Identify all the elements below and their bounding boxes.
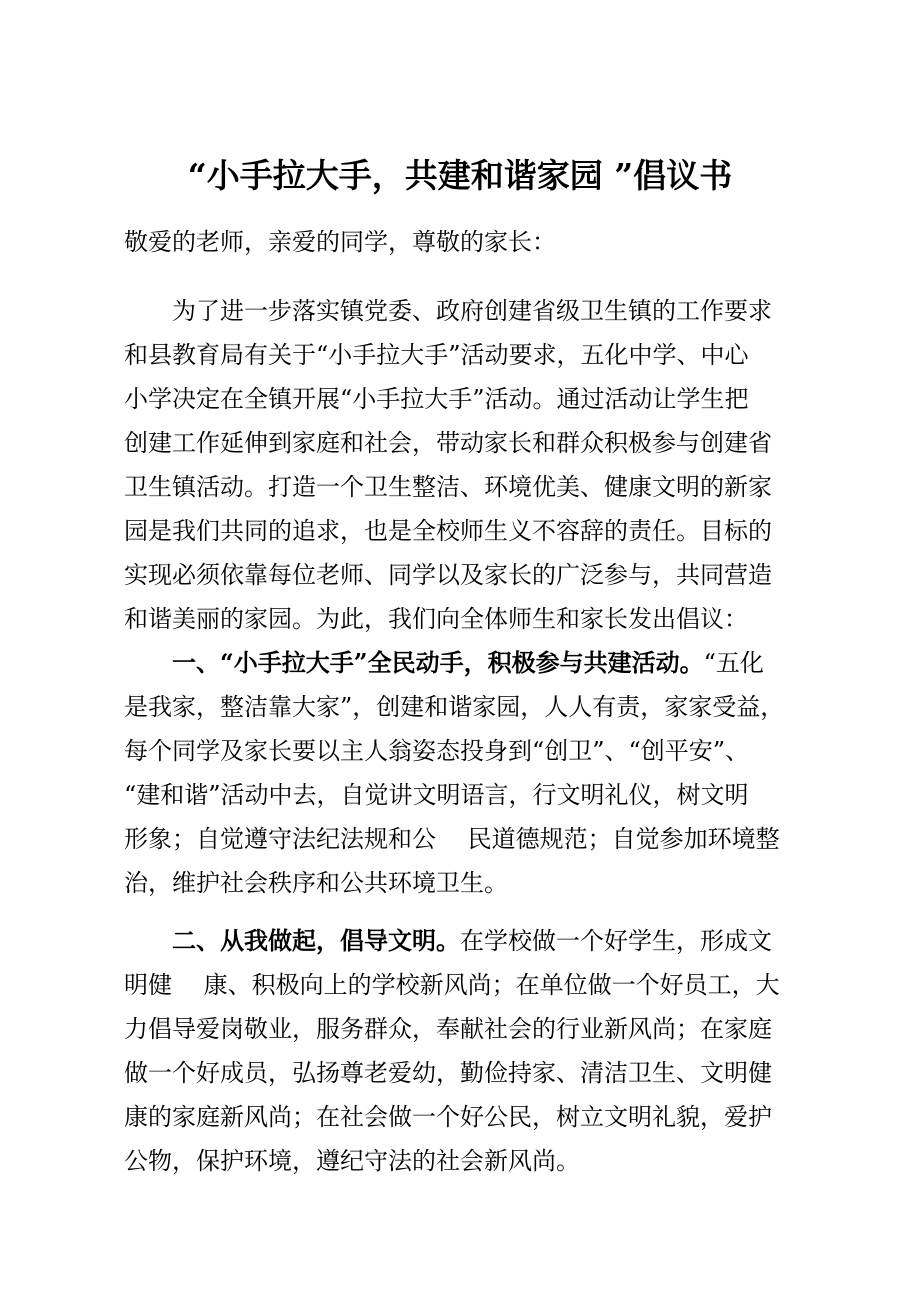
- intro-line: 和县教育局有关于“小手拉大手”活动要求，五化中学、中心: [124, 341, 749, 369]
- section1-heading: 一、“小手拉大手”全民动手，积极参与共建活动。: [172, 648, 704, 677]
- section1-text: “五化: [703, 649, 764, 677]
- section1-line: 治，维护社会秩序和公共环境卫生。: [124, 869, 508, 897]
- intro-line: 创建工作延伸到家庭和社会，带动家长和群众积极参与创建省: [124, 429, 772, 457]
- intro-line: 和谐美丽的家园。为此，我们向全体师生和家长发出倡议：: [124, 605, 748, 633]
- intro-line: 卫生镇活动。打造一个卫生整洁、环境优美、健康文明的新家: [124, 473, 772, 501]
- section2-line: 康的家庭新风尚；在社会做一个好公民，树立文明礼貌，爱护: [124, 1103, 772, 1131]
- section2-text: 在学校做一个好学生，形成文: [460, 927, 772, 955]
- section1-line: 每个同学及家长要以主人翁姿态投身到“创卫”、“创平安”、: [124, 737, 750, 765]
- section2-line: 公物，保护环境，遵纪守法的社会新风尚。: [124, 1147, 580, 1175]
- intro-line: 园是我们共同的追求，也是全校师生义不容辞的责任。目标的: [124, 517, 772, 545]
- section1-first-line: [172, 647, 764, 679]
- section2-first-line: [172, 925, 772, 957]
- section1-line: “建和谐”活动中去，自觉讲文明语言，行文明礼仪，树文明: [124, 781, 749, 809]
- section1-line: 是我家，整洁靠大家”，创建和谐家园，人人有责，家家受益，: [124, 693, 785, 721]
- intro-line: 为了进一步落实镇党委、政府创建省级卫生镇的工作要求: [172, 297, 772, 325]
- section2-line: 明健 康、积极向上的学校新风尚；在单位做一个好员工，大: [124, 971, 780, 999]
- section2-line: 做一个好成员，弘扬尊老爱幼，勤俭持家、清洁卫生、文明健: [124, 1059, 772, 1087]
- salutation: 敬爱的老师，亲爱的同学，尊敬的家长：: [124, 228, 556, 256]
- section1-line: 形象；自觉遵守法纪法规和公 民道德规范；自觉参加环境整: [124, 825, 780, 853]
- intro-line: 实现必须依靠每位老师、同学以及家长的广泛参与，共同营造: [124, 561, 772, 589]
- intro-line: 小学决定在全镇开展“小手拉大手”活动。通过活动让学生把: [124, 385, 749, 413]
- section2-heading: 二、从我做起，倡导文明。: [172, 926, 460, 955]
- section2-line: 力倡导爱岗敬业，服务群众，奉献社会的行业新风尚；在家庭: [124, 1015, 772, 1043]
- document-title: “小手拉大手，共建和谐家园 ”倡议书: [187, 156, 733, 195]
